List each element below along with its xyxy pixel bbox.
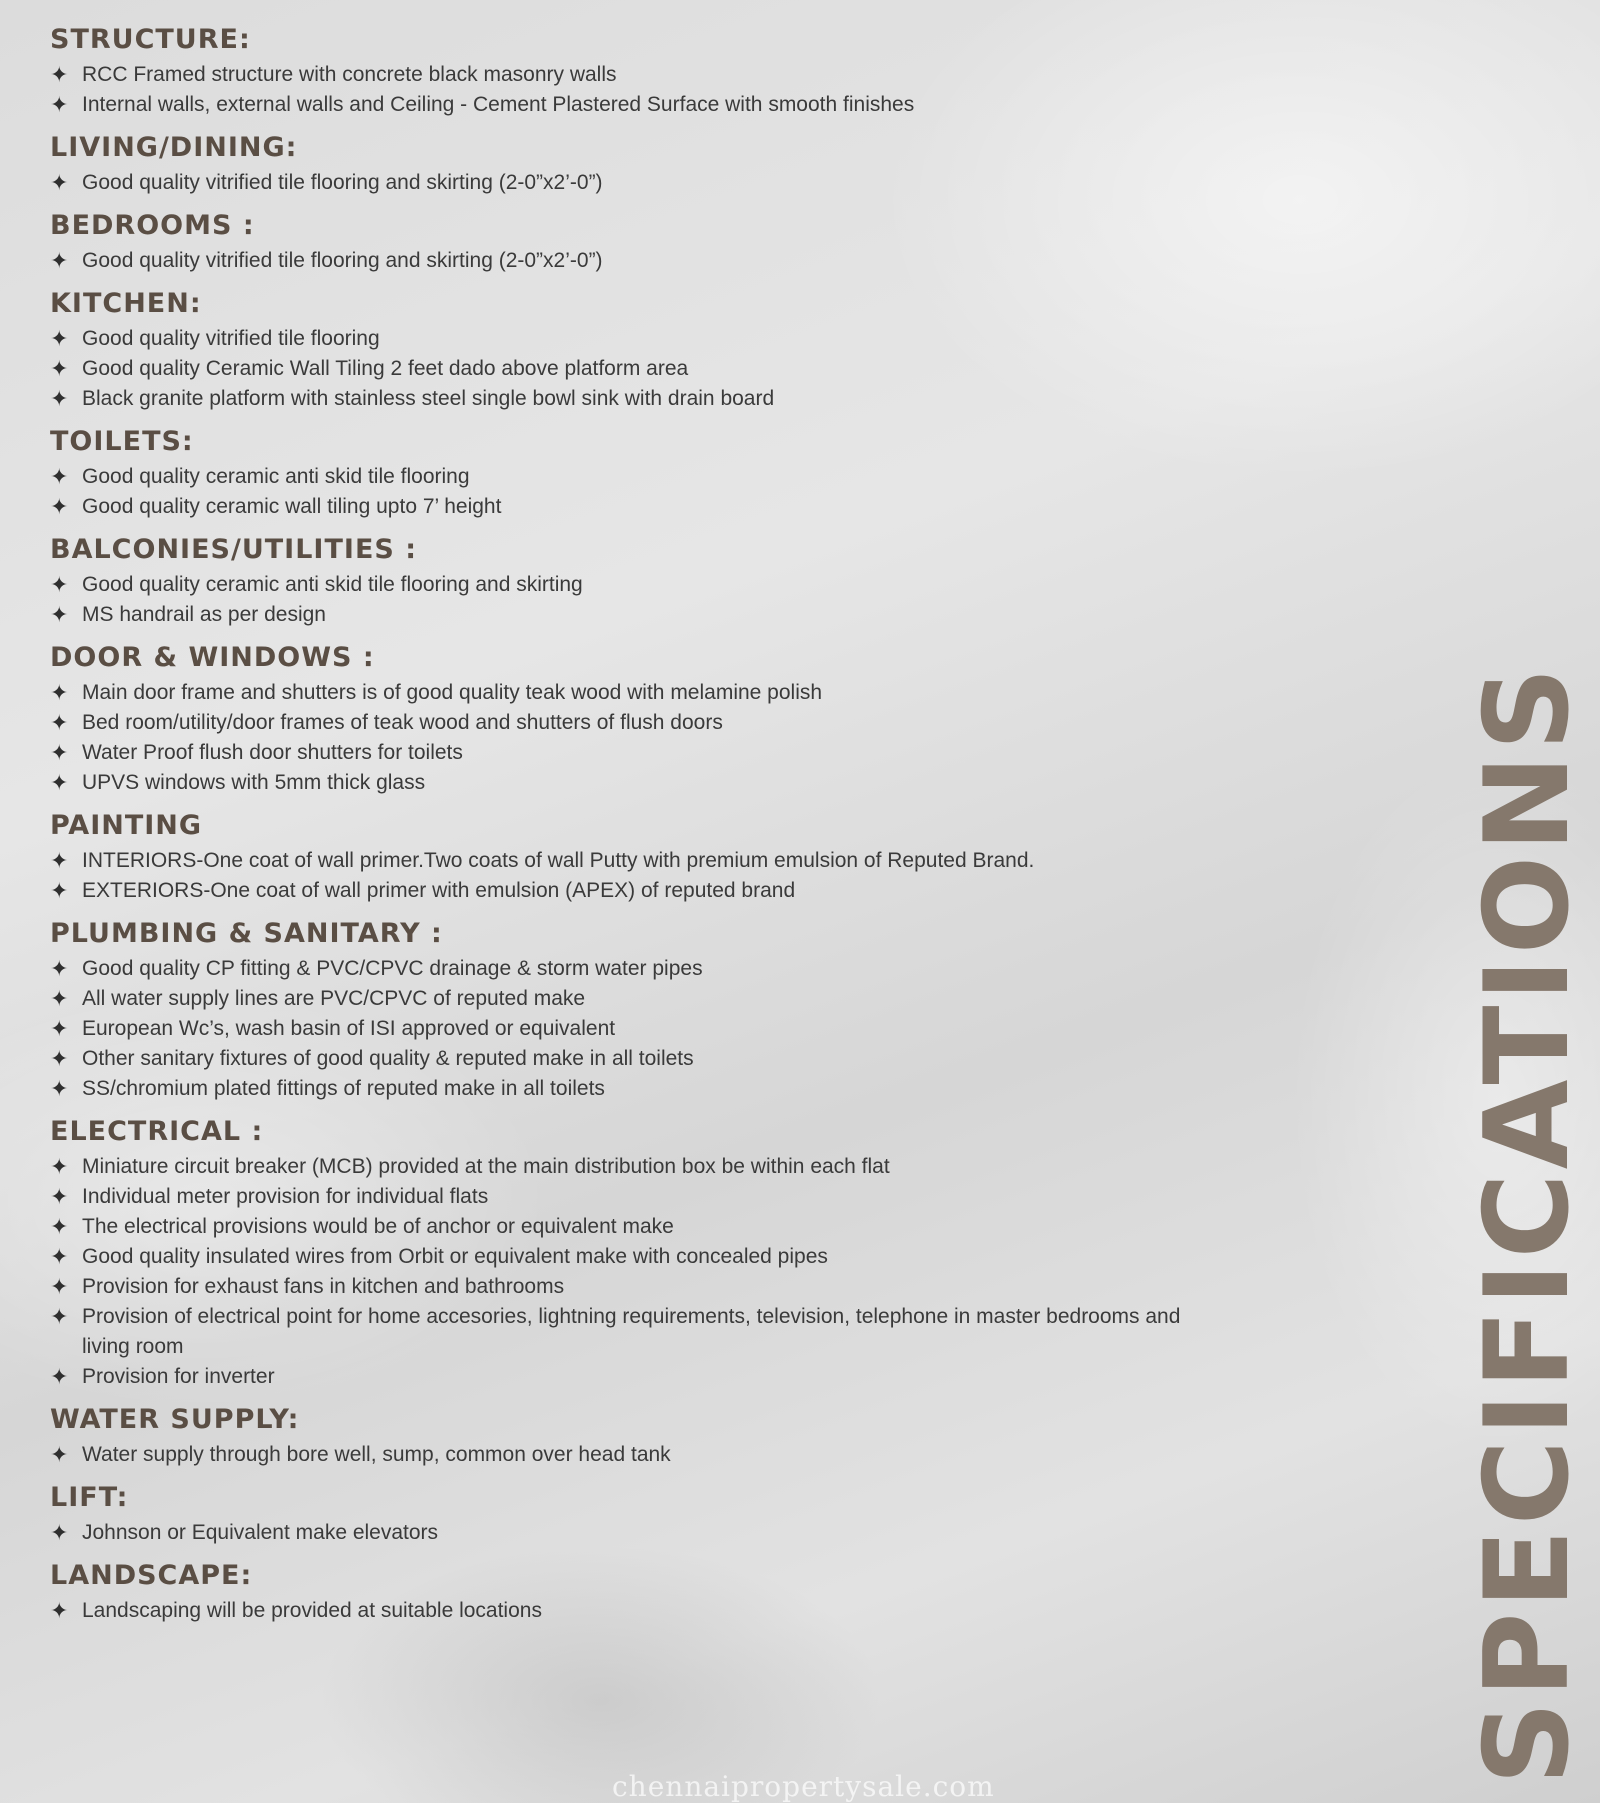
section-heading: PAINTING (50, 810, 203, 841)
four-point-star-bullet-icon: ✦ (50, 326, 69, 351)
four-point-star-bullet-icon: ✦ (50, 170, 69, 195)
list-item (50, 738, 1200, 768)
section-heading: LIVING/DINING: (50, 132, 298, 163)
list-item-text: Water supply through bore well, sump, common over head tank (82, 1443, 671, 1466)
spec-section (50, 914, 1200, 1104)
spec-section (50, 1400, 1200, 1470)
list-item (50, 1212, 1200, 1242)
list-item (50, 60, 1200, 90)
list-item-text: Provision of electrical point for home accesories, lightning requirements, television, telephone in master bedrooms and living room (82, 1305, 1181, 1358)
list-item-text: RCC Framed structure with concrete black masonry walls (82, 63, 617, 86)
list-item-text: Good quality vitrified tile flooring (82, 327, 380, 350)
list-item-text: Landscaping will be provided at suitable locations (82, 1599, 542, 1622)
four-point-star-bullet-icon: ✦ (50, 1076, 69, 1101)
section-heading: BEDROOMS : (50, 210, 255, 241)
four-point-star-bullet-icon: ✦ (50, 1304, 69, 1329)
four-point-star-bullet-icon: ✦ (50, 740, 69, 765)
list-item (50, 1362, 1200, 1392)
four-point-star-bullet-icon: ✦ (50, 62, 69, 87)
section-heading: TOILETS: (50, 426, 194, 457)
list-item (50, 954, 1200, 984)
spec-section (50, 638, 1200, 798)
list-item (50, 1044, 1200, 1074)
list-item-text: Internal walls, external walls and Ceiling - Cement Plastered Surface with smooth finishes (82, 93, 915, 116)
list-item (50, 1596, 1200, 1626)
list-item (50, 354, 1200, 384)
list-item-text: Good quality ceramic wall tiling upto 7’ height (82, 495, 502, 518)
list-item-text: The electrical provisions would be of anchor or equivalent make (82, 1215, 674, 1238)
four-point-star-bullet-icon: ✦ (50, 356, 69, 381)
list-item (50, 492, 1200, 522)
four-point-star-bullet-icon: ✦ (50, 710, 69, 735)
section-heading: LIFT: (50, 1482, 129, 1513)
list-item (50, 600, 1200, 630)
spec-section (50, 206, 1200, 276)
section-items (50, 246, 1200, 276)
four-point-star-bullet-icon: ✦ (50, 386, 69, 411)
four-point-star-bullet-icon: ✦ (50, 1184, 69, 1209)
four-point-star-bullet-icon: ✦ (50, 1442, 69, 1467)
section-items (50, 1152, 1200, 1392)
list-item (50, 168, 1200, 198)
section-items (50, 168, 1200, 198)
list-item (50, 384, 1200, 414)
list-item-text: European Wc’s, wash basin of ISI approved or equivalent (82, 1017, 616, 1040)
list-item-text: Good quality ceramic anti skid tile flooring and skirting (82, 573, 583, 596)
spec-section (50, 1112, 1200, 1392)
list-item-text: All water supply lines are PVC/CPVC of reputed make (82, 987, 586, 1010)
list-item (50, 1440, 1200, 1470)
list-item (50, 1242, 1200, 1272)
four-point-star-bullet-icon: ✦ (50, 1046, 69, 1071)
four-point-star-bullet-icon: ✦ (50, 680, 69, 705)
list-item-text: INTERIORS-One coat of wall primer.Two coats of wall Putty with premium emulsion of Reputed Brand. (82, 849, 1035, 872)
list-item-text: Good quality insulated wires from Orbit or equivalent make with concealed pipes (82, 1245, 828, 1268)
list-item-text: SS/chromium plated fittings of reputed make in all toilets (82, 1077, 605, 1100)
section-heading: LANDSCAPE: (50, 1560, 253, 1591)
four-point-star-bullet-icon: ✦ (50, 494, 69, 519)
section-items (50, 60, 1200, 120)
list-item (50, 462, 1200, 492)
list-item-text: Bed room/utility/door frames of teak wood and shutters of flush doors (82, 711, 723, 734)
list-item-text: Water Proof flush door shutters for toilets (82, 741, 463, 764)
section-heading: DOOR & WINDOWS : (50, 642, 375, 673)
spec-section (50, 1478, 1200, 1548)
list-item-text: Good quality ceramic anti skid tile flooring (82, 465, 470, 488)
four-point-star-bullet-icon: ✦ (50, 1598, 69, 1623)
section-items (50, 954, 1200, 1104)
list-item (50, 1014, 1200, 1044)
list-item (50, 1074, 1200, 1104)
list-item-text: Miniature circuit breaker (MCB) provided at the main distribution box be within each flat (82, 1155, 890, 1178)
list-item-text: Johnson or Equivalent make elevators (82, 1521, 439, 1544)
list-item-text: Provision for inverter (82, 1365, 275, 1388)
four-point-star-bullet-icon: ✦ (50, 770, 69, 795)
section-heading: ELECTRICAL : (50, 1116, 264, 1147)
section-heading: BALCONIES/UTILITIES : (50, 534, 418, 565)
four-point-star-bullet-icon: ✦ (50, 248, 69, 273)
specifications-list (50, 20, 1200, 1634)
four-point-star-bullet-icon: ✦ (50, 986, 69, 1011)
spec-section (50, 128, 1200, 198)
list-item (50, 324, 1200, 354)
four-point-star-bullet-icon: ✦ (50, 92, 69, 117)
spec-section (50, 422, 1200, 522)
list-item (50, 678, 1200, 708)
list-item (50, 984, 1200, 1014)
four-point-star-bullet-icon: ✦ (50, 1244, 69, 1269)
list-item-text: Good quality CP fitting & PVC/CPVC drainage & storm water pipes (82, 957, 703, 980)
list-item (50, 876, 1200, 906)
section-items (50, 846, 1200, 906)
list-item-text: Individual meter provision for individual flats (82, 1185, 489, 1208)
four-point-star-bullet-icon: ✦ (50, 1214, 69, 1239)
list-item (50, 1302, 1200, 1362)
list-item (50, 708, 1200, 738)
section-items (50, 1596, 1200, 1626)
list-item (50, 1152, 1200, 1182)
list-item (50, 768, 1200, 798)
four-point-star-bullet-icon: ✦ (50, 848, 69, 873)
section-items (50, 678, 1200, 798)
section-items (50, 462, 1200, 522)
four-point-star-bullet-icon: ✦ (50, 572, 69, 597)
four-point-star-bullet-icon: ✦ (50, 464, 69, 489)
spec-section (50, 806, 1200, 906)
spec-section (50, 1556, 1200, 1626)
list-item (50, 90, 1200, 120)
four-point-star-bullet-icon: ✦ (50, 1520, 69, 1545)
section-items (50, 570, 1200, 630)
spec-section (50, 284, 1200, 414)
list-item (50, 846, 1200, 876)
four-point-star-bullet-icon: ✦ (50, 602, 69, 627)
spec-section (50, 20, 1200, 120)
list-item-text: Good quality vitrified tile flooring and skirting (2-0”x2’-0”) (82, 249, 603, 272)
list-item-text: Provision for exhaust fans in kitchen and bathrooms (82, 1275, 565, 1298)
section-heading: KITCHEN: (50, 288, 202, 319)
watermark: chennaipropertysale.com (612, 1770, 995, 1803)
list-item-text: UPVS windows with 5mm thick glass (82, 771, 426, 794)
list-item (50, 246, 1200, 276)
list-item-text: Black granite platform with stainless steel single bowl sink with drain board (82, 387, 775, 410)
list-item-text: Good quality vitrified tile flooring and skirting (2-0”x2’-0”) (82, 171, 603, 194)
list-item (50, 1518, 1200, 1548)
four-point-star-bullet-icon: ✦ (50, 1016, 69, 1041)
four-point-star-bullet-icon: ✦ (50, 1364, 69, 1389)
section-items (50, 1440, 1200, 1470)
side-title: SPECIFICATIONS (1460, 663, 1595, 1785)
list-item (50, 1182, 1200, 1212)
four-point-star-bullet-icon: ✦ (50, 956, 69, 981)
section-items (50, 324, 1200, 414)
four-point-star-bullet-icon: ✦ (50, 878, 69, 903)
four-point-star-bullet-icon: ✦ (50, 1154, 69, 1179)
section-heading: STRUCTURE: (50, 24, 251, 55)
four-point-star-bullet-icon: ✦ (50, 1274, 69, 1299)
list-item (50, 1272, 1200, 1302)
list-item-text: MS handrail as per design (82, 603, 326, 626)
list-item-text: Other sanitary fixtures of good quality & reputed make in all toilets (82, 1047, 694, 1070)
section-items (50, 1518, 1200, 1548)
list-item-text: EXTERIORS-One coat of wall primer with emulsion (APEX) of reputed brand (82, 879, 796, 902)
spec-section (50, 530, 1200, 630)
section-heading: WATER SUPPLY: (50, 1404, 300, 1435)
section-heading: PLUMBING & SANITARY : (50, 918, 443, 949)
list-item-text: Good quality Ceramic Wall Tiling 2 feet dado above platform area (82, 357, 689, 380)
list-item (50, 570, 1200, 600)
list-item-text: Main door frame and shutters is of good quality teak wood with melamine polish (82, 681, 823, 704)
